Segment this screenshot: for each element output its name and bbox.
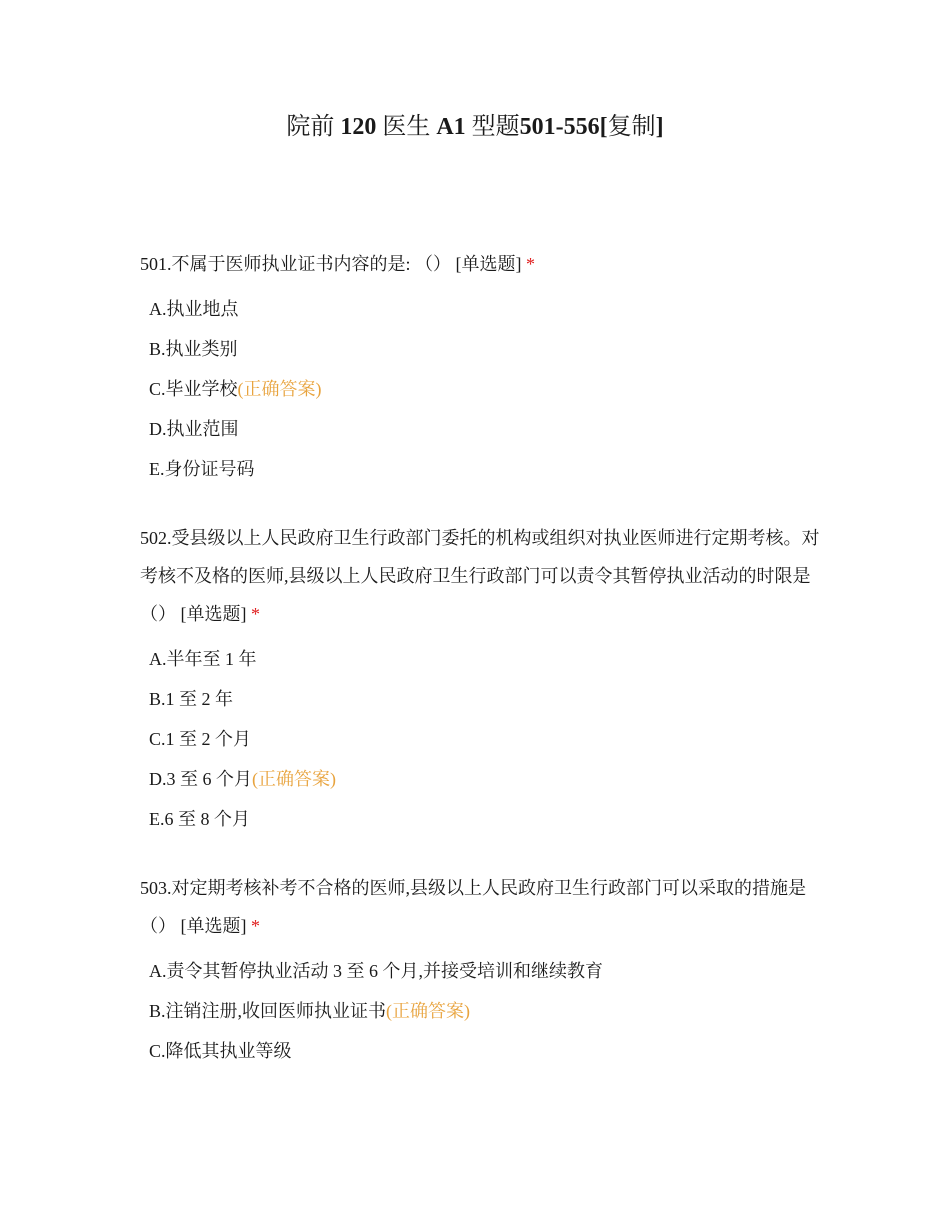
option-text: C.毕业学校 <box>149 379 238 399</box>
correct-answer-tag: (正确答案) <box>252 769 336 789</box>
option-c[interactable] <box>140 719 820 759</box>
required-mark: * <box>526 254 535 274</box>
option-d[interactable] <box>140 759 820 799</box>
option-text: C.1 至 2 个月 <box>149 729 252 749</box>
correct-answer-tag: (正确答案) <box>386 1001 471 1021</box>
question-stem <box>140 519 820 633</box>
option-text: B.注销注册,收回医师执业证书 <box>149 1001 387 1021</box>
question-text: 503.对定期考核补考不合格的医师,县级以上人民政府卫生行政部门可以采取的措施是（） [单选题] <box>140 878 806 936</box>
option-c[interactable] <box>140 1031 820 1071</box>
question-501 <box>140 245 820 489</box>
option-text: C.降低其执业等级 <box>149 1041 292 1061</box>
option-e[interactable] <box>140 449 820 489</box>
option-text: B.执业类别 <box>149 339 238 359</box>
option-text: D.执业范围 <box>149 419 239 439</box>
required-mark: * <box>251 604 260 624</box>
question-502 <box>140 519 820 839</box>
question-list <box>140 245 820 1101</box>
title-part: A1 <box>436 114 466 140</box>
option-text: B.1 至 2 年 <box>149 689 234 709</box>
option-e[interactable] <box>140 799 820 839</box>
question-text: 501.不属于医师执业证书内容的是: （） [单选题] <box>140 254 522 274</box>
option-d[interactable] <box>140 409 820 449</box>
page-title <box>0 110 950 144</box>
question-503 <box>140 869 820 1071</box>
option-c[interactable] <box>140 369 820 409</box>
title-part: 120 <box>340 114 377 140</box>
option-a[interactable] <box>140 639 820 679</box>
title-part: ] <box>655 114 664 140</box>
title-part: 院前 <box>286 114 335 140</box>
question-stem <box>140 245 820 283</box>
question-text: 502.受县级以上人民政府卫生行政部门委托的机构或组织对执业医师进行定期考核。对考核不及格的医师,县级以上人民政府卫生行政部门可以责令其暂停执业活动的时限是（） [单选题] <box>140 528 820 624</box>
option-a[interactable] <box>140 289 820 329</box>
correct-answer-tag: (正确答案) <box>237 379 322 399</box>
title-part: 医生 <box>382 114 431 140</box>
option-b[interactable] <box>140 991 820 1031</box>
option-text: E.身份证号码 <box>149 459 255 479</box>
option-text: A.执业地点 <box>149 299 239 319</box>
title-part: 复制 <box>607 114 656 140</box>
question-stem <box>140 869 820 945</box>
option-b[interactable] <box>140 679 820 719</box>
required-mark: * <box>251 916 260 936</box>
option-text: A.责令其暂停执业活动 3 至 6 个月,并接受培训和继续教育 <box>149 961 603 981</box>
option-text: A.半年至 1 年 <box>149 649 257 669</box>
title-part: 501-556[ <box>519 114 608 140</box>
option-text: D.3 至 6 个月 <box>149 769 252 789</box>
option-b[interactable] <box>140 329 820 369</box>
title-part: 型题 <box>471 114 520 140</box>
option-a[interactable] <box>140 951 820 991</box>
option-text: E.6 至 8 个月 <box>149 809 250 829</box>
